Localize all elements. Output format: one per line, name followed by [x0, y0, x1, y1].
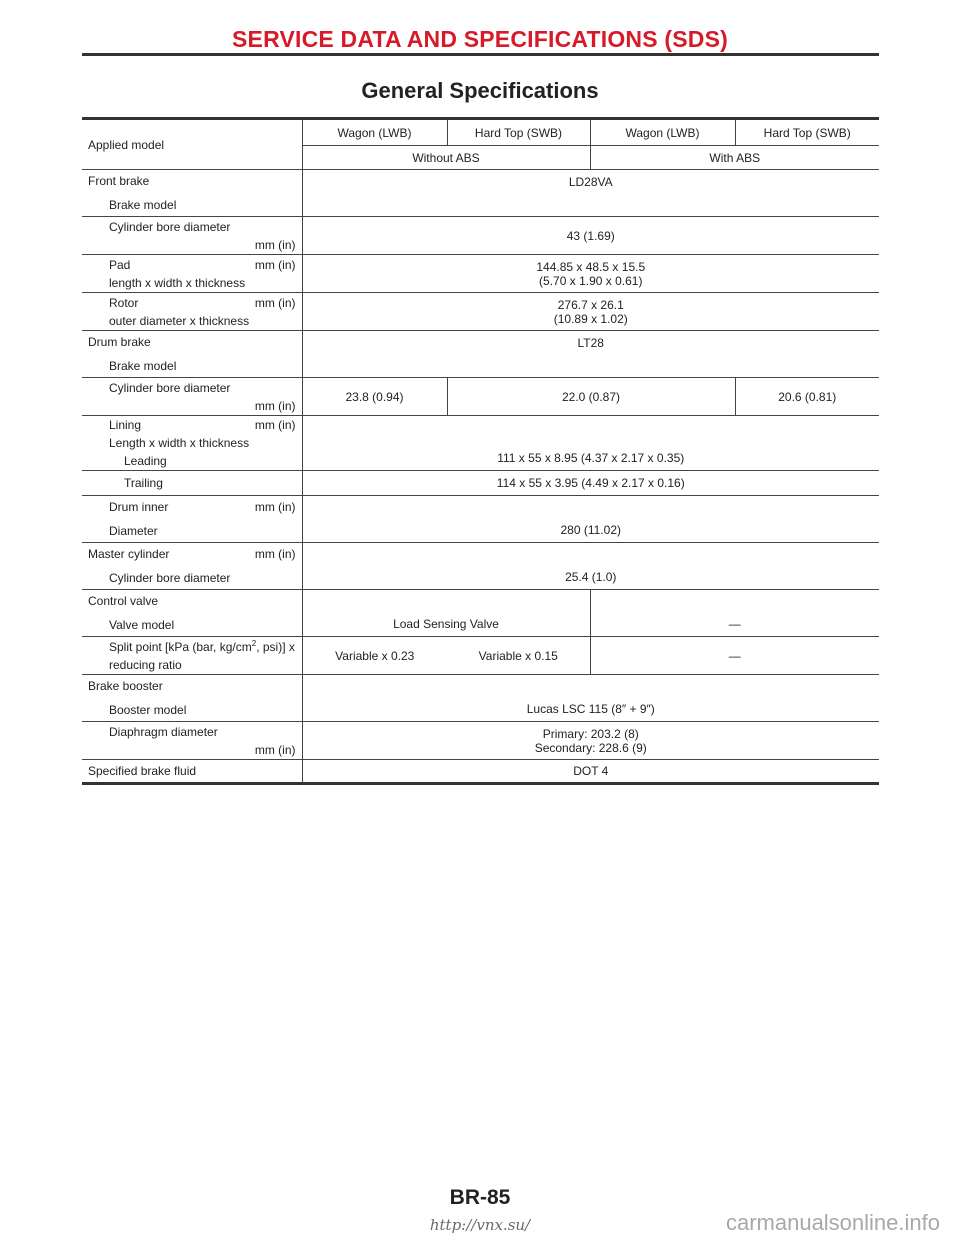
- trailing-label: Trailing: [124, 476, 163, 490]
- applied-model-row: [82, 119, 879, 146]
- valve-model-label: Valve model: [109, 618, 175, 632]
- rotor-label: Rotor: [109, 295, 139, 310]
- drum-brake-model-label: Brake model: [109, 359, 177, 373]
- lining-sub-label: Length x width x thickness: [109, 436, 250, 450]
- control-valve-row: [82, 590, 879, 637]
- drum-bore-value-3: 20.6 (0.81): [735, 378, 879, 416]
- master-cylinder-unit: mm (in): [254, 547, 296, 561]
- booster-model-value: Lucas LSC 115 (8″ + 9″): [302, 675, 879, 722]
- rotor-sub-label: outer diameter x thickness: [109, 313, 250, 328]
- front-bore-row: [82, 217, 879, 255]
- drum-bore-row: [82, 378, 879, 416]
- brake-booster-label: Brake booster: [88, 679, 163, 693]
- reducing-ratio-label: reducing ratio: [109, 657, 182, 672]
- model-col-1: Wagon (LWB): [302, 119, 447, 146]
- drum-brake-label: Drum brake: [88, 335, 151, 349]
- source-url-link[interactable]: http://vnx.su/: [429, 1216, 531, 1234]
- pad-label: Pad: [109, 257, 131, 272]
- pad-unit: mm (in): [254, 257, 296, 272]
- brake-booster-row: [82, 675, 879, 722]
- front-bore-label: Cylinder bore diameter: [109, 219, 231, 234]
- drum-brake-row: [82, 331, 879, 378]
- split-value-1: Variable x 0.23: [302, 637, 447, 675]
- master-bore-value: 25.4 (1.0): [302, 543, 879, 590]
- master-cylinder-row: [82, 543, 879, 590]
- diaphragm-row: [82, 722, 879, 760]
- front-bore-unit: mm (in): [254, 237, 296, 252]
- section-header: SERVICE DATA AND SPECIFICATIONS (SDS): [232, 26, 728, 52]
- diaphragm-value-secondary: Secondary: 228.6 (9): [534, 740, 647, 755]
- front-brake-row: [82, 170, 879, 217]
- drum-brake-model-value: LT28: [302, 331, 879, 378]
- split-point-row: [82, 637, 879, 675]
- lining-row: [82, 416, 879, 471]
- drum-bore-value-1: 23.8 (0.94): [302, 378, 447, 416]
- diaphragm-value-primary: Primary: 203.2 (8): [542, 726, 639, 741]
- drum-inner-row: [82, 496, 879, 543]
- diameter-label: Diameter: [109, 524, 158, 538]
- valve-model-value: Load Sensing Valve: [302, 590, 590, 637]
- without-abs-header: Without ABS: [302, 146, 590, 170]
- split-value-2: Variable x 0.15: [447, 637, 590, 675]
- page-title: General Specifications: [361, 78, 599, 103]
- brake-fluid-label: Specified brake fluid: [88, 764, 197, 778]
- model-col-4: Hard Top (SWB): [735, 119, 879, 146]
- drum-inner-unit: mm (in): [254, 500, 296, 514]
- leading-label: Leading: [124, 454, 167, 468]
- model-col-2: Hard Top (SWB): [447, 119, 590, 146]
- split-dash: —: [590, 637, 879, 675]
- header-rule: [82, 53, 879, 56]
- drum-bore-value-2: 22.0 (0.87): [447, 378, 735, 416]
- front-bore-value: 43 (1.69): [302, 217, 879, 255]
- drum-bore-label: Cylinder bore diameter: [109, 380, 231, 395]
- drum-inner-label: Drum inner: [109, 500, 169, 514]
- master-cylinder-label: Master cylinder: [88, 547, 170, 561]
- diaphragm-label: Diaphragm diameter: [109, 724, 218, 739]
- lining-unit: mm (in): [254, 418, 296, 432]
- drum-bore-unit: mm (in): [254, 398, 296, 413]
- leading-value: 111 x 55 x 8.95 (4.37 x 2.17 x 0.35): [302, 416, 879, 471]
- master-bore-label: Cylinder bore diameter: [109, 571, 231, 585]
- pad-sub-label: length x width x thickness: [109, 275, 246, 290]
- front-brake-label: Front brake: [88, 174, 150, 188]
- trailing-row: [82, 471, 879, 496]
- applied-model-label: Applied model: [88, 137, 165, 152]
- split-point-superscript: 2: [251, 638, 257, 648]
- pad-row: [82, 255, 879, 293]
- rotor-unit: mm (in): [254, 295, 296, 310]
- booster-model-label: Booster model: [109, 703, 187, 717]
- rotor-value-mm: 276.7 x 26.1: [557, 297, 624, 312]
- rotor-row: [82, 293, 879, 331]
- front-brake-model-label: Brake model: [109, 198, 177, 212]
- lining-label: Lining: [109, 418, 142, 432]
- pad-value-mm: 144.85 x 48.5 x 15.5: [536, 259, 646, 274]
- diameter-value: 280 (11.02): [302, 496, 879, 543]
- page-number: BR-85: [449, 1186, 511, 1209]
- rotor-value-in: (10.89 x 1.02): [553, 311, 628, 326]
- brake-fluid-row: [82, 760, 879, 784]
- brake-fluid-value: DOT 4: [573, 764, 609, 778]
- control-valve-label: Control valve: [88, 594, 159, 608]
- specifications-table: [82, 117, 879, 785]
- pad-value-in: (5.70 x 1.90 x 0.61): [539, 273, 643, 288]
- model-col-3: Wagon (LWB): [590, 119, 735, 146]
- split-point-label: Split point [kPa (bar, kg/cm: [109, 639, 252, 654]
- split-point-label-end: , psi)] x: [256, 639, 295, 654]
- watermark: carmanualsonline.info: [725, 1210, 940, 1235]
- trailing-value: 114 x 55 x 3.95 (4.49 x 2.17 x 0.16): [302, 471, 879, 496]
- valve-model-dash: —: [590, 590, 879, 637]
- diaphragm-unit: mm (in): [254, 742, 296, 757]
- with-abs-header: With ABS: [590, 146, 879, 170]
- front-brake-model-value: LD28VA: [302, 170, 879, 217]
